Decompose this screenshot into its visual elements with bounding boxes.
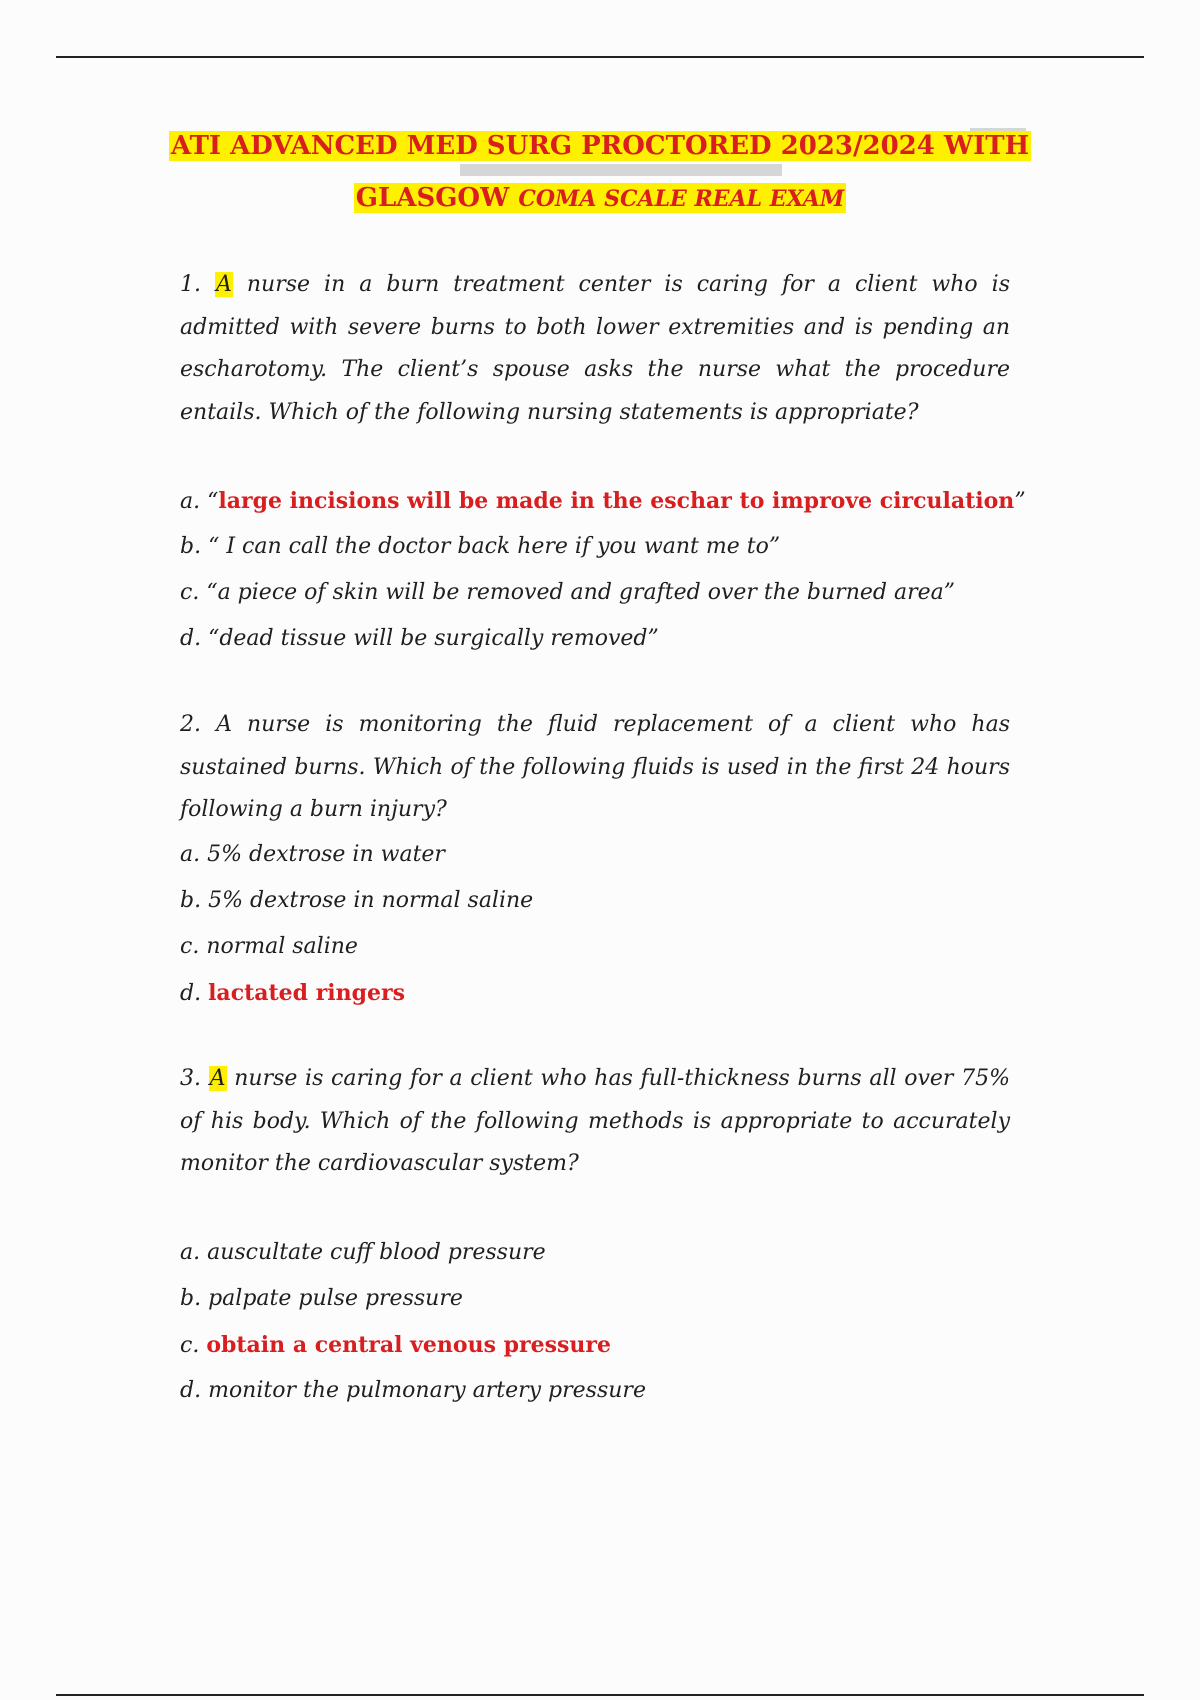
question-text: nurse in a burn treatment center is caring for a client who is admitted with severe burns to both lower extremities and is pending an escharotomy. The client’s spouse asks the nurse what the procedure entails. Which of the following nursing statements is appropriate? — [180, 272, 1010, 425]
question-text: A nurse is monitoring the fluid replacement of a client who has sustained burns. Which of the following fluids is used in the first 24 hours following a burn injury? — [180, 712, 1010, 822]
title-line-1 — [0, 128, 1200, 164]
title-line-2 — [0, 180, 1200, 217]
question-number: 3. — [180, 1066, 201, 1091]
question-3-stem — [180, 1058, 1010, 1186]
question-3-option-c: c. obtain a central venous pressure — [180, 1332, 611, 1358]
correct-answer: lactated ringers — [208, 980, 406, 1006]
correct-answer: obtain a central venous pressure — [206, 1332, 611, 1358]
question-1-option-c: c. “a piece of skin will be removed and grafted over the burned area” — [180, 580, 955, 605]
question-3-option-d: d. monitor the pulmonary artery pressure — [180, 1378, 646, 1403]
question-3-option-a: a. auscultate cuff blood pressure — [180, 1240, 546, 1265]
highlighted-word: A — [209, 1066, 226, 1091]
question-3-option-b: b. palpate pulse pressure — [180, 1286, 463, 1311]
question-2-option-b: b. 5% dextrose in normal saline — [180, 888, 534, 913]
title-line-2-italic: COMA SCALE REAL EXAM — [518, 186, 845, 212]
question-1-option-b: b. “ I can call the doctor back here if you want me to” — [180, 534, 781, 559]
top-rule — [56, 56, 1144, 58]
title-line-2-bold: GLASGOW — [355, 183, 510, 213]
correct-answer: large incisions will be made in the eschar to improve circulation — [218, 488, 1015, 514]
highlighted-word: A — [216, 272, 232, 297]
gray-redaction-bar — [460, 164, 782, 176]
question-text: nurse is caring for a client who has full-thickness burns all over 75% of his body. Which of the following methods is appropriate to accurately monitor the cardiovascular system? — [180, 1066, 1010, 1176]
question-1-option-d: d. “dead tissue will be surgically removed” — [180, 626, 659, 651]
title-line-1-text: ATI ADVANCED MED SURG PROCTORED 2023/2024 WITH — [170, 131, 1030, 161]
question-number: 1. — [180, 272, 201, 297]
question-2-stem — [180, 704, 1010, 832]
question-2-option-d: d. lactated ringers — [180, 980, 406, 1006]
question-2-option-c: c. normal saline — [180, 934, 358, 959]
question-1-option-a: a. “large incisions will be made in the eschar to improve circulation” — [180, 488, 1026, 514]
question-number: 2. — [180, 712, 201, 737]
bottom-rule — [56, 1694, 1144, 1696]
question-2-option-a: a. 5% dextrose in water — [180, 842, 445, 867]
question-1-stem — [180, 264, 1010, 434]
